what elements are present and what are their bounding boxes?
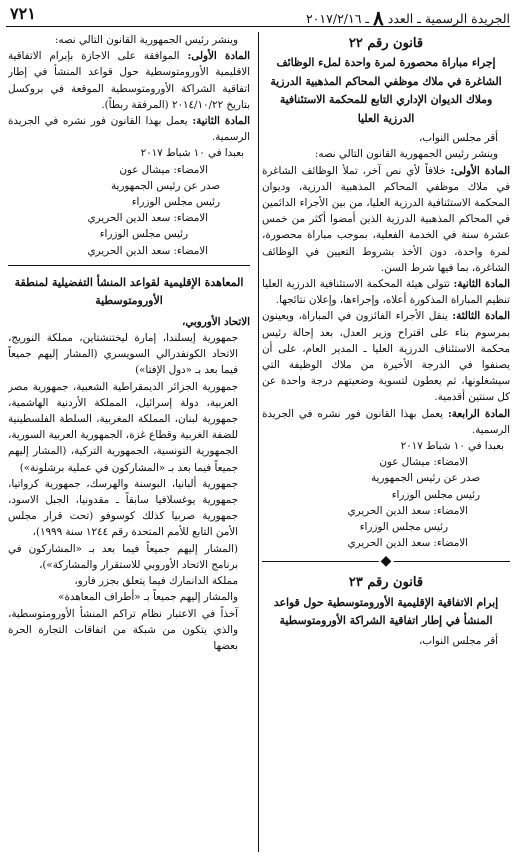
law-23-heading: قانون رقم ٢٣ <box>348 575 424 591</box>
law-23-article-2 <box>8 113 250 145</box>
signature-issued-by: صدر عن رئيس الجمهورية <box>110 179 220 192</box>
parties-stabilisation: (المشار إليهم جميعاً فيما بعد بـ «المشاركون في برنامج الاتحاد الأوروبي للاستقرار والمشاركة»)، <box>8 542 238 571</box>
article-text: يعمل بهذا القانون فور نشره في الجريدة الرسمية. <box>8 115 250 144</box>
law-23-title: إبرام الاتفاقية الإقليمية الأورومتوسطية حول قواعد المنشأ في إطار اتفاقية الشراكة الأورومتوسطية <box>273 595 499 628</box>
signature-pm: الامضاء: سعد الدين الحريري <box>347 504 468 517</box>
law-22-intro-president: وينشر رئيس الجمهورية القانون التالي نصه: <box>314 148 498 161</box>
article-label: المادة الثالثة: <box>452 310 510 323</box>
article-label: المادة الرابعة: <box>447 407 510 420</box>
section-divider <box>262 553 510 570</box>
preamble-text: آخذاً في الاعتبار نظام تراكم المنشأ الأورومتوسطية، والذي يتكون من شبكة من اتفاقات التجارة الحرة بعضها <box>8 607 238 652</box>
article-text: خلافاً لأي نص آخر، تملأ الوظائف الشاغرة في ملاك موظفي المحاكم المذهبية الدرزية، وديوان المحكمة الاستئنافية الدرزية العليا، من بين الأجراء الدائمين في المحاكم المذهبية الدرزية الذين أمضوا أكثر من خمس عشرة سنة في الخدمة الفعلية، بموجب مباراة محصورة، لمرة واحدة، دون الأخذ بشروط التعيين في الوظائف الشاغرة، بما فيها شرط السن. <box>262 164 510 274</box>
signature-pm-title: رئيس مجلس الوزراء <box>131 196 220 209</box>
law-23-intro-president: وينشر رئيس الجمهورية القانون التالي نصه: <box>54 34 238 46</box>
article-text: تتولى هيئة المحكمة الاستئنافية الدرزية العليا تنظيم المباراة المذكورة أعلاه، وإجراءها، وإعلان نتائجها. <box>262 278 510 307</box>
section-divider <box>8 265 250 266</box>
column-divider <box>258 32 259 852</box>
left-column <box>8 32 250 654</box>
article-label: المادة الثانية: <box>453 278 510 291</box>
issue-number: ٨ <box>373 6 384 30</box>
law-22-article-1 <box>262 163 510 276</box>
signature-pm-title: رئيس مجلس الوزراء <box>391 488 480 501</box>
signature-president: الامضاء: ميشال عون <box>379 456 468 469</box>
signature-president: الامضاء: ميشال عون <box>119 163 208 176</box>
law-22-title: إجراء مباراة محصورة لمرة واحدة لملء الوظائف الشاغرة في ملاك موظفي المحاكم المذهبية الدرزية وملاك الديوان الإداري التابع للمحكمة الاستئنافية الدرزية العليا <box>270 56 502 125</box>
law-22-date: بعبدا في ١٠ شباط ٢٠١٧ <box>400 440 504 453</box>
law-23-article-1 <box>8 48 250 113</box>
right-column <box>262 32 510 649</box>
party-denmark: مملكة الدانمارك فيما يتعلق بجزر فارو، <box>74 575 238 588</box>
parties-efta: جمهورية إيسلندا، إمارة ليختنشتاين، مملكة النوريج، الاتحاد الكونفدرالي السويسري (المشار إليهم جميعاً فيما بعد بـ «دول الإفتا») <box>8 332 238 377</box>
signature-pm-2: الامضاء: سعد الدين الحريري <box>87 244 208 257</box>
article-label: المادة الأولى: <box>187 50 250 63</box>
diamond-ornament-icon: ◆ <box>380 553 392 570</box>
page-header <box>6 4 510 30</box>
article-label: المادة الأولى: <box>450 164 510 177</box>
law-23-date: بعبدا في ١٠ شباط ٢٠١٧ <box>140 147 244 160</box>
law-22-article-2 <box>262 276 510 308</box>
article-text: ينقل الأجراء الفائزون في المباراة، ويعينون بمرسوم بناء على اقتراح وزير العدل، بعد إحالة رئيس محكمة الاستئناف الدرزية العليا ـ المدير العام، على أن يصنفوا في الدرجة الأخيرة من ملاك الوظيفة التي سيشغلونها، ثم يعطون لتسوية وضعيتهم درجة واحدة عن كل سنتين أقدمية. <box>262 310 510 404</box>
issue-date: ـ ٢٠١٧/٢/١٦ <box>306 11 370 26</box>
article-text: يعمل بهذا القانون فور نشره في الجريدة الرسمية. <box>262 407 510 436</box>
signature-pm-2: الامضاء: سعد الدين الحريري <box>347 537 468 550</box>
article-text: الموافقة على الاجازة بإبرام الاتفاقية الاقليمية الأورومتوسطية حول قواعد المنشأ في إطار اتفاقية الشراكة الأورومتوسطية الموقعة في بروكسل بتاريخ ٢٠١٤/١٠/٢٢ (المرفقة ربطاً). <box>8 50 250 111</box>
law-22-article-4 <box>262 406 510 438</box>
gazette-name: الجريدة الرسمية ـ العدد <box>387 11 510 26</box>
signature-issued-by: صدر عن رئيس الجمهورية <box>370 472 480 485</box>
header-title <box>306 6 510 30</box>
signature-pm: الامضاء: سعد الدين الحريري <box>87 212 208 225</box>
parties-barcelona: جمهورية الجزائر الديمقراطية الشعبية، جمهورية مصر العربية، دولة إسرائيل، المملكة الأردنية الهاشمية، جمهورية لبنان، المملكة المغربية، السلطة الفلسطينية للضفة الغربية وقطاع غزة، الجمهورية العربية السورية، الجمهورية التونسية، الجمهورية التركية، (المشار إليهم جميعاً فيما بعد بـ «المشاركون في عملية برشلونة») <box>8 380 238 474</box>
law-22-heading: قانون رقم ٢٢ <box>348 36 424 51</box>
parties-balkans: جمهورية ألبانيا، البوسنة والهرسك، جمهورية كرواتيا، جمهورية يوغسلافيا سابقاً ـ مقدونيا، الجبل الاسود، جمهورية صربيا كذلك كوسوفو (تحت قرار مجلس الأمن التابع للأمم المتحدة رقم ١٢٤٤ سنة ١٩٩٩)، <box>8 477 238 539</box>
signature-pm-title-2: رئيس مجلس الوزراء <box>99 228 188 241</box>
law-22-intro-parliament: أقر مجلس النواب، <box>418 132 498 145</box>
law-23-intro-parliament: أقر مجلس النواب، <box>418 634 498 647</box>
signature-pm-title-2: رئيس مجلس الوزراء <box>359 521 448 534</box>
party-eu: الاتحاد الأوروبي، <box>182 315 250 328</box>
contracting-parties: والمشار إليهم جميعاً بـ «أطراف المعاهدة» <box>58 591 238 604</box>
article-label: المادة الثانية: <box>192 115 250 128</box>
page-number: ٧٢١ <box>10 4 36 23</box>
treaty-title: المعاهدة الإقليمية لقواعد المنشأ التفضيلية لمنطقة الأورومتوسطية <box>14 275 244 307</box>
law-22-article-3 <box>262 308 510 405</box>
